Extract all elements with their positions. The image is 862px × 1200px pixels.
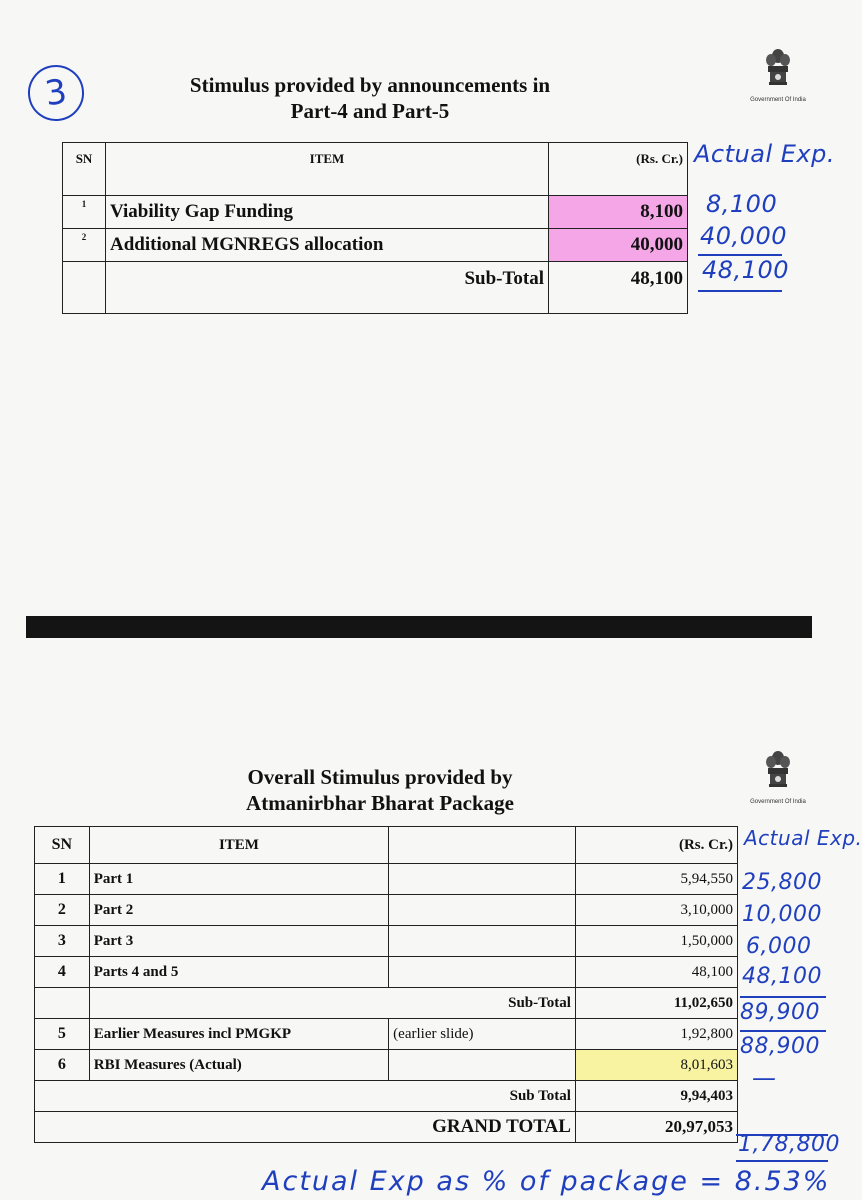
row-amount: 8,01,603 <box>575 1050 737 1081</box>
row-note <box>389 926 576 957</box>
subtotal-value: 11,02,650 <box>575 988 737 1019</box>
row-sn: 6 <box>35 1050 90 1081</box>
row-sn: 2 <box>35 895 90 926</box>
handwritten-actual-value: 10,000 <box>742 902 822 927</box>
header-item: ITEM <box>106 143 549 196</box>
emblem-caption-1: Government Of India <box>750 97 806 103</box>
subtotal-value: 48,100 <box>549 262 688 314</box>
stimulus-part4-5-table <box>62 142 688 314</box>
row-amount: 48,100 <box>575 957 737 988</box>
table-row <box>63 196 688 229</box>
grand-total-row <box>35 1112 738 1143</box>
table-header-row <box>63 143 688 196</box>
row-item: Part 1 <box>89 864 388 895</box>
table-row <box>35 895 738 926</box>
table-header-row <box>35 827 738 864</box>
row-sn: 5 <box>35 1019 90 1050</box>
section2-title-line2: Atmanirbhar Bharat Package <box>246 791 514 815</box>
subtotal-value: 9,94,403 <box>575 1081 737 1112</box>
header-amount: (Rs. Cr.) <box>575 827 737 864</box>
handwritten-actual-value: 6,000 <box>746 934 812 959</box>
header-amount: (Rs. Cr.) <box>549 143 688 196</box>
handwritten-actual-value: 89,900 <box>740 1000 820 1025</box>
handwritten-actual-value: 48,100 <box>702 256 789 284</box>
handwritten-grand-actual: 1,78,800 <box>738 1132 840 1157</box>
subtotal-row <box>35 1081 738 1112</box>
lion-capital-icon <box>763 748 793 792</box>
row-amount: 8,100 <box>549 196 688 229</box>
section2-title-line1: Overall Stimulus provided by <box>247 765 513 789</box>
grand-total-value: 20,97,053 <box>575 1112 737 1143</box>
section1-title-line2: Part-4 and Part-5 <box>290 99 450 123</box>
handwritten-percentage-note: Actual Exp as % of package = 8.53% <box>262 1166 831 1197</box>
emblem-caption-2: Government Of India <box>750 799 806 805</box>
row-sn: 3 <box>35 926 90 957</box>
row-note <box>389 864 576 895</box>
header-sn: SN <box>63 143 106 196</box>
row-item: Parts 4 and 5 <box>89 957 388 988</box>
handwritten-actual-exp-header: Actual Exp. <box>744 826 862 850</box>
row-item: Earlier Measures incl PMGKP <box>89 1019 388 1050</box>
subtotal-label: Sub-Total <box>106 262 549 314</box>
table-row <box>35 1019 738 1050</box>
section1-title <box>120 72 620 124</box>
header-item: ITEM <box>89 827 388 864</box>
row-item: RBI Measures (Actual) <box>89 1050 388 1081</box>
row-sn: 1 <box>35 864 90 895</box>
handwritten-actual-value: 40,000 <box>700 222 787 250</box>
row-amount: 1,50,000 <box>575 926 737 957</box>
row-item: Part 3 <box>89 926 388 957</box>
row-item: Part 2 <box>89 895 388 926</box>
section2-title <box>150 764 610 816</box>
handwritten-actual-value: 25,800 <box>742 870 822 895</box>
table-row <box>35 1050 738 1081</box>
subtotal-row <box>63 262 688 314</box>
handwritten-actual-value: 48,100 <box>742 964 822 989</box>
row-amount: 5,94,550 <box>575 864 737 895</box>
subtotal-label: Sub-Total <box>89 988 575 1019</box>
row-amount: 40,000 <box>549 229 688 262</box>
subtotal-label: Sub Total <box>35 1081 576 1112</box>
grand-total-label: GRAND TOTAL <box>35 1112 576 1143</box>
row-amount: 3,10,000 <box>575 895 737 926</box>
section1-title-line1: Stimulus provided by announcements in <box>189 73 551 97</box>
emblem-logo-1 <box>748 46 808 103</box>
header-sn: SN <box>35 827 90 864</box>
row-amount: 1,92,800 <box>575 1019 737 1050</box>
row-sn: 4 <box>35 957 90 988</box>
row-sn: 1 <box>63 196 106 229</box>
handwritten-actual-exp-header: Actual Exp. <box>694 140 835 168</box>
handwritten-actual-value: — <box>752 1064 777 1092</box>
row-item: Additional MGNREGS allocation <box>106 229 549 262</box>
circled-page-number <box>24 61 87 124</box>
subtotal-sn-empty <box>63 262 106 314</box>
emblem-logo-2 <box>748 748 808 805</box>
table-row <box>35 864 738 895</box>
lion-capital-icon <box>763 46 793 90</box>
row-note <box>389 957 576 988</box>
table-row <box>35 957 738 988</box>
ink-underline <box>740 1030 826 1032</box>
row-note: (earlier slide) <box>389 1019 576 1050</box>
table-row <box>63 229 688 262</box>
subtotal-sn-empty <box>35 988 90 1019</box>
table-row <box>35 926 738 957</box>
overall-stimulus-table <box>34 826 738 1143</box>
row-item: Viability Gap Funding <box>106 196 549 229</box>
redaction-bar <box>26 616 812 638</box>
row-note <box>389 1050 576 1081</box>
circled-number-text: 3 <box>42 71 70 115</box>
row-sn: 2 <box>63 229 106 262</box>
subtotal-row <box>35 988 738 1019</box>
ink-underline <box>736 1160 828 1162</box>
handwritten-actual-value: 8,100 <box>706 190 778 218</box>
ink-underline <box>698 290 782 292</box>
ink-underline <box>740 996 826 998</box>
row-note <box>389 895 576 926</box>
header-note-empty <box>389 827 576 864</box>
handwritten-actual-value: 88,900 <box>740 1034 820 1059</box>
